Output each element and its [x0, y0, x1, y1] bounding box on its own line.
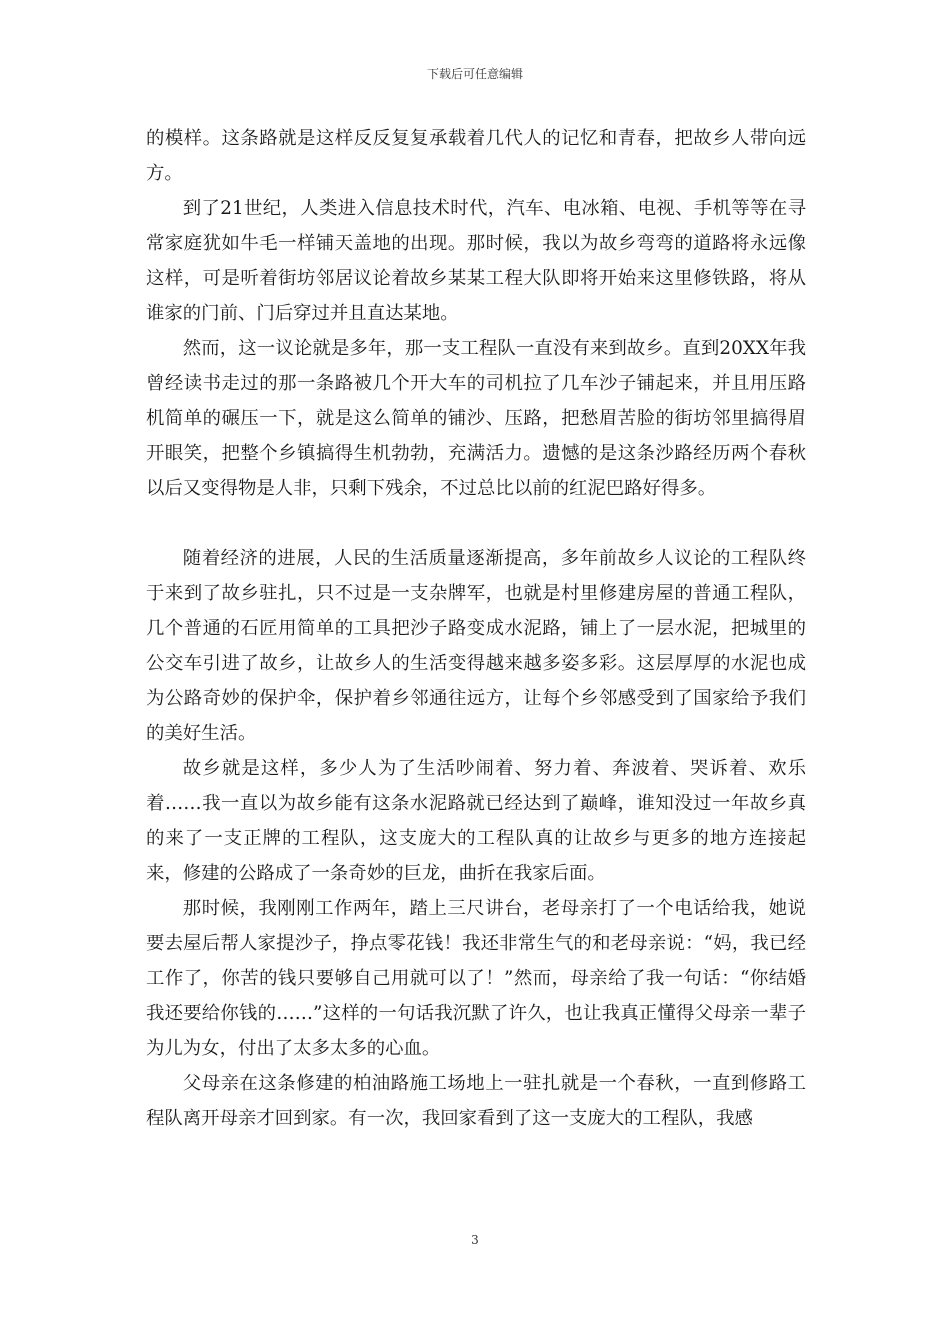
page-number: 3 — [471, 1233, 479, 1247]
page-header: 下载后可任意编辑 — [426, 67, 523, 81]
paragraph-1: 的模样。这条路就是这样反反复复承载着几代人的记忆和青春，把故乡人带向远方。 — [146, 128, 806, 184]
paragraph-4: 随着经济的进展，人民的生活质量逐渐提高，多年前故乡人议论的工程队终于来到了故乡驻扎，只不过是一支杂牌军，也就是村里修建房屋的普通工程队，几个普通的石匠用简单的工具把沙子路变成水泥路，铺上了一层水泥，把城里的公交车引进了故乡，让故乡人的生活变得越来越多姿多彩。这层厚厚的水泥也成为公路奇妙的保护伞，保护着乡邻通往远方，让每个乡邻感受到了国家给予我们的美好生活。 — [146, 548, 806, 744]
paragraph-2: 到了21世纪，人类进入信息技术时代，汽车、电冰箱、电视、手机等等在寻常家庭犹如牛毛一样铺天盖地的出现。那时候，我以为故乡弯弯的道路将永远像这样，可是听着街坊邻居议论着故乡某某工程大队即将开始来这里修铁路，将从谁家的门前、门后穿过并且直达某地。 — [146, 198, 806, 324]
paragraph-5: 故乡就是这样，多少人为了生活吵闹着、努力着、奔波着、哭诉着、欢乐着……我一直以为故乡能有这条水泥路就已经达到了巅峰，谁知没过一年故乡真的来了一支正牌的工程队，这支庞大的工程队真的让故乡与更多的地方连接起来，修建的公路成了一条奇妙的巨龙，曲折在我家后面。 — [146, 758, 806, 884]
paragraph-6: 那时候，我刚刚工作两年，踏上三尺讲台，老母亲打了一个电话给我，她说要去屋后帮人家提沙子，挣点零花钱！我还非常生气的和老母亲说：“妈，我已经工作了，你苦的钱只要够自己用就可以了！”然而，母亲给了我一句话：“你结婚我还要给你钱的……”这样的一句话我沉默了许久，也让我真正懂得父母亲一辈子为儿为女，付出了太多太多的心血。 — [146, 898, 806, 1059]
paragraph-3: 然而，这一议论就是多年，那一支工程队一直没有来到故乡。直到20XX年我曾经读书走过的那一条路被几个开大车的司机拉了几车沙子铺起来，并且用压路机简单的碾压一下，就是这么简单的铺沙、压路，把愁眉苦脸的街坊邻里搞得眉开眼笑，把整个乡镇搞得生机勃勃，充满活力。遗憾的是这条沙路经历两个春秋以后又变得物是人非，只剩下残余，不过总比以前的红泥巴路好得多。 — [146, 338, 806, 499]
paragraph-7: 父母亲在这条修建的柏油路施工场地上一驻扎就是一个春秋，一直到修路工程队离开母亲才回到家。有一次，我回家看到了这一支庞大的工程队，我感 — [146, 1073, 806, 1129]
document-body — [146, 121, 806, 1136]
